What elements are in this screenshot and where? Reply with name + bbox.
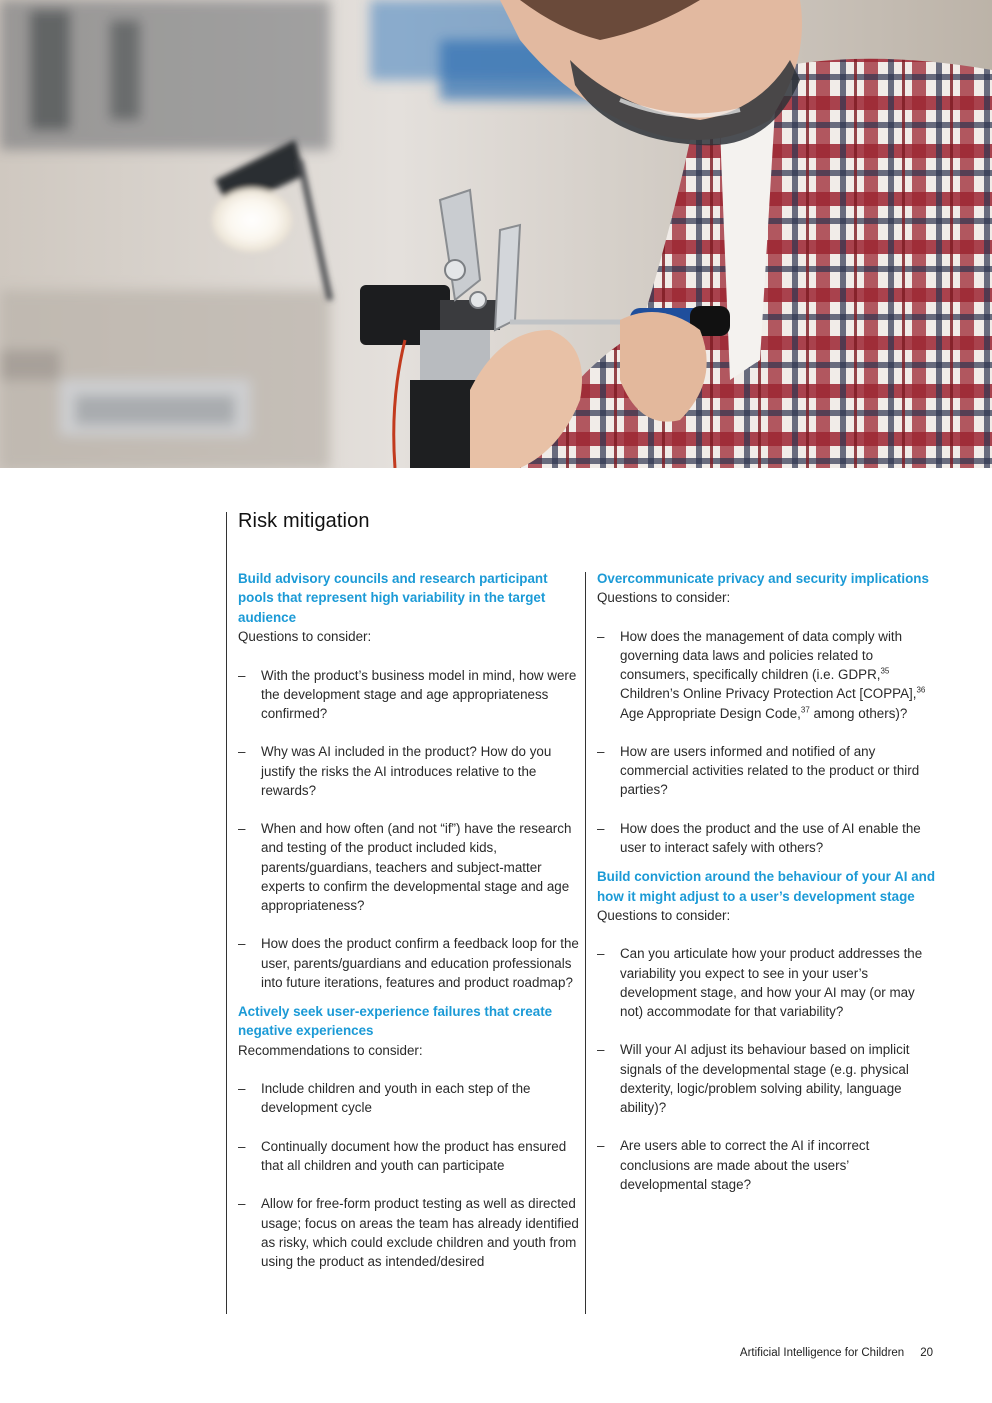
privacy-security-block	[597, 569, 937, 857]
section-title: Risk mitigation	[238, 510, 370, 532]
ux-failures-block	[238, 1002, 580, 1271]
page-number: 20	[920, 1347, 933, 1359]
list-item-text: Age Appropriate Design Code,	[620, 705, 801, 721]
block-heading: Build advisory councils and research participant pools that represent high variability in the target audience	[238, 571, 548, 625]
block-intro: Questions to consider:	[597, 908, 731, 924]
list-item-text: Children’s Online Privacy Protection Act [COPPA],	[620, 686, 917, 702]
block-intro: Questions to consider:	[597, 590, 731, 606]
recommendation-list	[238, 1079, 580, 1271]
middle-column-rule	[585, 572, 586, 1314]
list-item: – Are users able to correct the AI if incorrect conclusions are made about the users’ developmental stage?	[597, 1136, 937, 1194]
question-list	[597, 627, 937, 857]
list-item: – When and how often (and not “if”) have the research and testing of the product included kids, parents/guardians, teachers and subject-matter experts to confirm the developmental stage and age appropriateness?	[238, 819, 580, 915]
block-heading: Overcommunicate privacy and security implications	[597, 571, 929, 586]
list-item: – Will your AI adjust its behaviour based on implicit signals of the developmental stage (e.g. physical dexterity, logic/problem solving ability, language ability)?	[597, 1040, 937, 1117]
list-item: – Can you articulate how your product addresses the variability you expect to see in your user’s development stage, and how your AI may (or may not) accommodate for that variability?	[597, 944, 937, 1021]
left-column	[238, 569, 580, 1281]
list-item: – How does the product and the use of AI enable the user to interact safely with others?	[597, 819, 937, 857]
list-item: – Why was AI included in the product? How do you justify the risks the AI introduces relative to the rewards?	[238, 742, 580, 800]
list-item: – How are users informed and notified of any commercial activities related to the product or third parties?	[597, 742, 937, 800]
footer-title: Artificial Intelligence for Children	[739, 1347, 905, 1359]
list-item: – How does the product confirm a feedback loop for the user, parents/guardians and education professionals into future iterations, features and product roadmap?	[238, 934, 580, 992]
list-item-text: among others)?	[809, 705, 908, 721]
list-item: – Continually document how the product has ensured that all children and youth can participate	[238, 1137, 580, 1175]
list-item	[597, 627, 937, 723]
hero-photo	[0, 0, 992, 468]
block-intro: Questions to consider:	[238, 629, 372, 645]
footnote-ref: 37	[800, 705, 810, 715]
list-item: – Include children and youth in each step of the development cycle	[238, 1079, 580, 1117]
list-item: – Allow for free-form product testing as well as directed usage; focus on areas the team has already identified as risky, which could exclude children and youth from using the product as intended/desired	[238, 1194, 580, 1271]
advisory-councils-block	[238, 569, 580, 992]
left-column-rule	[226, 512, 227, 1314]
block-heading: Actively seek user-experience failures that create negative experiences	[238, 1004, 553, 1039]
footnote-ref: 36	[916, 685, 926, 695]
question-list	[597, 944, 937, 1194]
list-item: – With the product’s business model in mind, how were the development stage and age appropriateness confirmed?	[238, 666, 580, 724]
page-footer	[0, 1347, 933, 1359]
robot-workshop-illustration	[0, 0, 992, 468]
block-heading: Build conviction around the behaviour of your AI and how it might adjust to a user’s development stage	[597, 869, 936, 904]
question-list	[238, 666, 580, 992]
footnote-ref: 35	[880, 666, 890, 676]
right-column	[597, 569, 937, 1204]
list-item-text: How does the management of data comply with governing data laws and policies related to consumers, specifically children (i.e. GDPR,	[620, 628, 903, 683]
ai-behaviour-block	[597, 867, 937, 1194]
block-intro: Recommendations to consider:	[238, 1042, 423, 1058]
